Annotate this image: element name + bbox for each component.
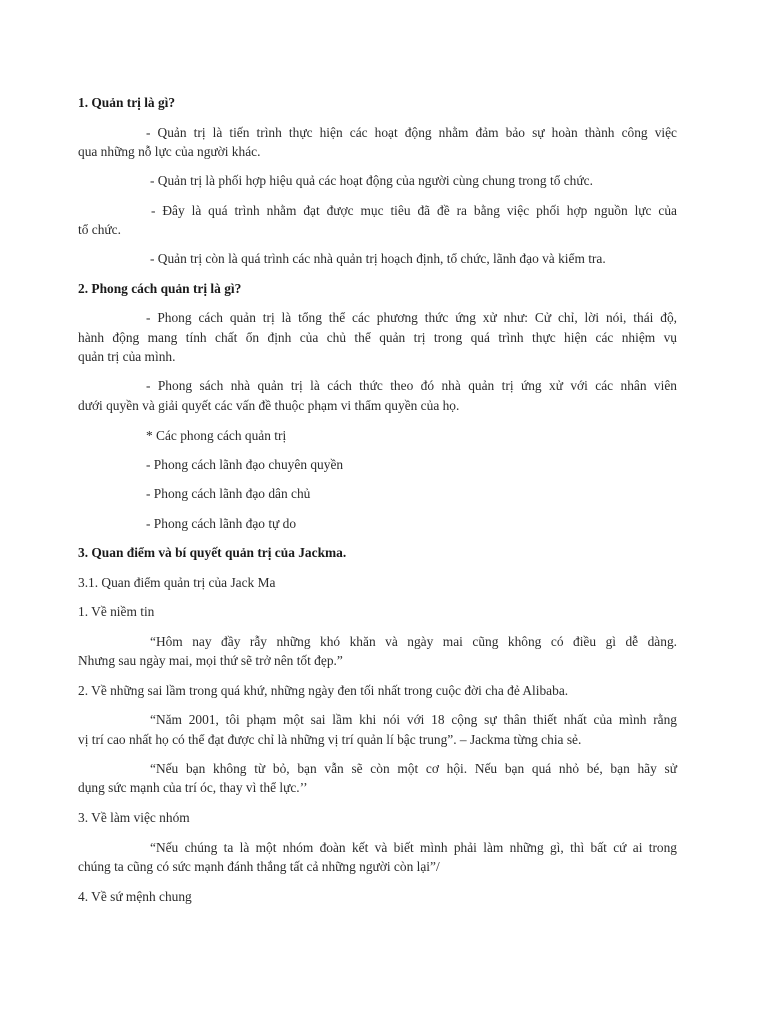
topic-belief: 1. Về niềm tin: [78, 604, 155, 619]
subheading-3-1: 3.1. Quan điểm quản trị của Jack Ma: [78, 575, 276, 590]
topic-teamwork: 3. Về làm việc nhóm: [78, 810, 190, 825]
quote-3-line1: “Nếu bạn không từ bỏ, bạn vẫn sẽ còn một cơ hội. Nếu bạn quá nhỏ bé, bạn hãy sử: [150, 761, 677, 776]
quote-1-line1: “Hôm nay đầy rẫy những khó khăn và ngày mai cũng không có điều gì dễ dàng.: [150, 634, 677, 649]
quote-2-line1: “Năm 2001, tôi phạm một sai lầm khi nói với 18 cộng sự thân thiết nhất của mình rằng: [150, 712, 677, 727]
s2-p2-line2: dưới quyền và giải quyết các vấn đề thuộc phạm vi thẩm quyền của họ.: [78, 398, 460, 413]
style-item-laissez-faire: - Phong cách lãnh đạo tự do: [146, 516, 297, 531]
quote-3-line2: dụng sức mạnh của trí óc, thay vì thể lực.’’: [78, 780, 308, 795]
styles-title: * Các phong cách quản trị: [146, 428, 287, 443]
s1-p3-line1: - Đây là quá trình nhằm đạt được mục tiêu đã đề ra bằng việc phối hợp nguồn lực của: [151, 203, 677, 218]
quote-1-line2: Nhưng sau ngày mai, mọi thứ sẽ trở nên tốt đẹp.”: [78, 653, 343, 668]
s1-p4: - Quản trị còn là quá trình các nhà quản trị hoạch định, tổ chức, lãnh đạo và kiểm tra.: [150, 251, 606, 266]
style-item-democratic: - Phong cách lãnh đạo dân chủ: [146, 486, 311, 501]
s1-p1-line2: qua những nỗ lực của người khác.: [78, 144, 261, 159]
topic-past-mistakes: 2. Về những sai lầm trong quá khứ, những ngày đen tối nhất trong cuộc đời cha đẻ Alibaba.: [78, 683, 569, 698]
style-item-autocratic: - Phong cách lãnh đạo chuyên quyền: [146, 457, 344, 472]
s2-p1-line1: - Phong cách quản trị là tổng thể các phương thức ứng xử như: Cử chỉ, lời nói, thái độ,: [146, 310, 677, 325]
heading-1: 1. Quản trị là gì?: [78, 95, 176, 110]
s2-p1-line3: quản trị của mình.: [78, 349, 176, 364]
s2-p1-line2: hành động mang tính chất ổn định của chủ thể quản trị trong quá trình thực hiện các nhiệm vụ: [78, 330, 677, 345]
quote-4-line2: chúng ta cũng có sức mạnh đánh thắng tất cả những người còn lại”/: [78, 859, 440, 874]
s1-p3-line2: tổ chức.: [78, 222, 121, 237]
s2-p2-line1: - Phong sách nhà quản trị là cách thức theo đó nhà quản trị ứng xử với các nhân viên: [146, 378, 677, 393]
topic-common-mission: 4. Về sứ mệnh chung: [78, 889, 192, 904]
heading-2: 2. Phong cách quản trị là gì?: [78, 281, 242, 296]
heading-3: 3. Quan điểm và bí quyết quản trị của Jackma.: [78, 545, 347, 560]
s1-p1-line1: - Quản trị là tiến trình thực hiện các hoạt động nhằm đảm bảo sự hoàn thành công việc: [146, 125, 677, 140]
quote-2-line2: vị trí cao nhất họ có thể đạt được chỉ là những vị trí quản lí bậc trung”. – Jackma từng chia sẻ.: [78, 732, 582, 747]
s1-p2: - Quản trị là phối hợp hiệu quả các hoạt động của người cùng chung trong tổ chức.: [150, 173, 593, 188]
quote-4-line1: “Nếu chúng ta là một nhóm đoàn kết và biết mình phải làm những gì, thì bất cứ ai trong: [150, 840, 677, 855]
